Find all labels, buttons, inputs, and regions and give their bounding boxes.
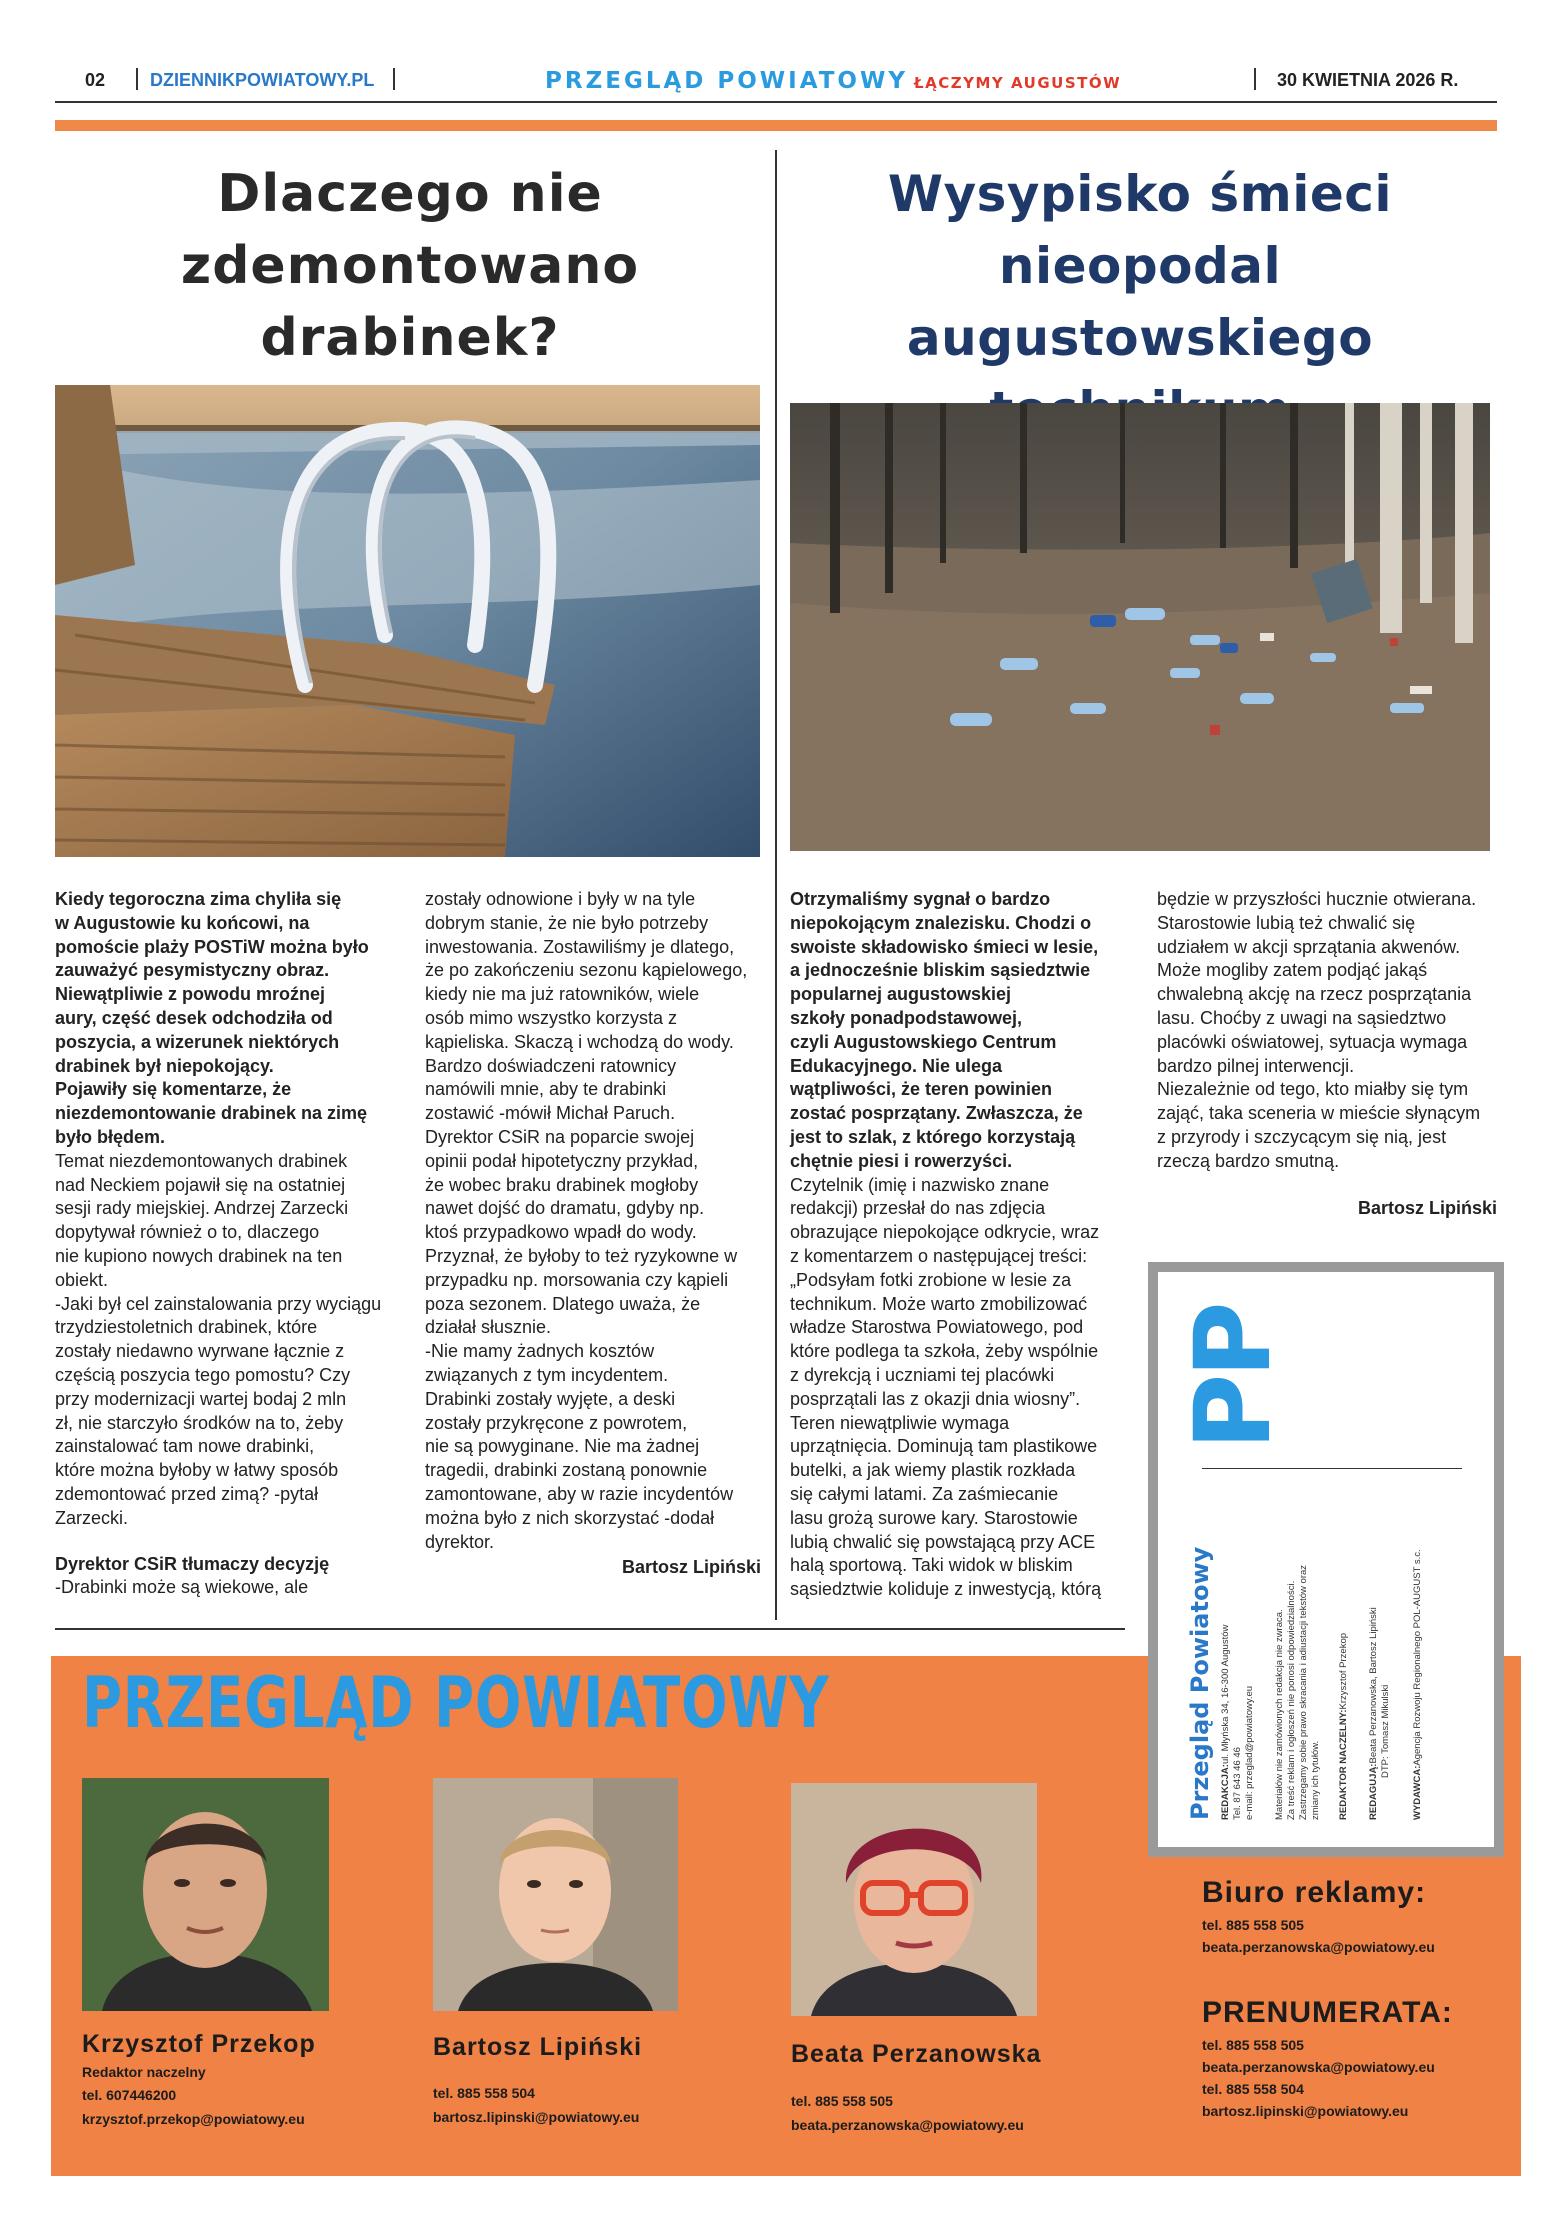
- imprint-text: Zastrzegamy sobie prawo skracania i adiustacji tekstów oraz: [1298, 1564, 1309, 1820]
- column-divider: [775, 150, 777, 1620]
- imprint-text: Tel. 87 643 46 46: [1232, 1747, 1243, 1820]
- imprint-text[interactable]: e-mail: przeglad@powiatowy.eu: [1244, 1685, 1255, 1820]
- imprint-title: Przegląd Powiatowy: [1186, 1546, 1214, 1820]
- imprint-naczelny: [1338, 1633, 1350, 1820]
- article-text-line: zostały przykręcone z powrotem,: [425, 1412, 688, 1433]
- article-text-line: Otrzymaliśmy sygnał o bardzo: [790, 889, 1051, 909]
- article-text-line: aury, część desek odchodziła od: [55, 1007, 333, 1028]
- ads-phone[interactable]: tel. 885 558 505: [1202, 1917, 1304, 1933]
- staff-phone[interactable]: tel. 885 558 505: [791, 2093, 893, 2109]
- article-text-line: namówili mnie, aby te drabinki: [425, 1079, 667, 1100]
- article-left-col1: [55, 888, 400, 1600]
- brand-name: PRZEGLĄD POWIATOWY: [545, 68, 909, 94]
- imprint-label: REDAGUJĄ:: [1368, 1763, 1379, 1820]
- article-text-line: władze Starostwa Powiatowego, pod: [790, 1317, 1084, 1338]
- article-text-line: nie kupiono nowych drabinek na ten: [55, 1245, 343, 1266]
- article-text-line: zamontowane, aby w razie incydentów: [425, 1483, 734, 1504]
- article-text-line: jest to szlak, z którego korzystają: [790, 1126, 1076, 1147]
- article-text-line: -Nie mamy żadnych kosztów: [425, 1341, 655, 1362]
- subscription-phone[interactable]: tel. 885 558 505: [1202, 2037, 1304, 2053]
- article-left-col2: [425, 888, 770, 1554]
- article-text-line: dopytywał również o to, dlaczego: [55, 1222, 320, 1243]
- article-text-line: uprzątnięcia. Dominują tam plastikowe: [790, 1436, 1098, 1457]
- article-text-line: Pojawiły się komentarze, że: [55, 1079, 292, 1100]
- staff-phone[interactable]: tel. 885 558 504: [433, 2085, 535, 2101]
- pp-logo-text: PP: [1172, 1305, 1294, 1450]
- subscription-email[interactable]: beata.perzanowska@powiatowy.eu: [1202, 2059, 1435, 2075]
- staff-photo-bartosz: [433, 1778, 678, 2011]
- imprint-label: REDAKTOR NACZELNY:: [1338, 1709, 1349, 1820]
- article-text-line: trzydziestoletnich drabinek, które: [55, 1317, 318, 1338]
- article-text-line: zainstalować tam nowe drabinki,: [55, 1436, 315, 1457]
- article-text-line: będzie w przyszłości hucznie otwierana.: [1157, 889, 1477, 909]
- article-text-line: sesji rady miejskiej. Andrzej Zarzecki: [55, 1198, 349, 1219]
- imprint-text: Krzysztof Przekop: [1338, 1632, 1349, 1710]
- imprint-disclaimer: [1274, 1565, 1322, 1820]
- article-text-line: czyli Augustowskiego Centrum: [790, 1031, 1057, 1052]
- article-text-line: zająć, taka sceneria w mieście słynącym: [1157, 1103, 1481, 1124]
- article-text-line: Bardzo doświadczeni ratownicy: [425, 1055, 677, 1076]
- article-text-line: kiedy nie ma już ratowników, wiele: [425, 984, 700, 1005]
- article-text-line: dobrym stanie, że nie było potrzeby: [425, 912, 709, 933]
- article-text-line: przy modernizacji wartej bodaj 2 mln: [55, 1388, 347, 1409]
- article-text-line: posprzątali las z okazji dnia wiosny”.: [790, 1388, 1081, 1409]
- article-text-line: Drabinki zostały wyjęte, a deski: [425, 1388, 676, 1409]
- divider: [136, 68, 138, 90]
- author-signature: Bartosz Lipiński: [621, 1557, 761, 1577]
- article-text-line: że po zakończeniu sezonu kąpielowego,: [425, 960, 748, 981]
- article-text-line: Niezależnie od tego, kto miałby się tym: [1157, 1079, 1469, 1100]
- headline-left: [55, 158, 765, 374]
- article-text-line: w Augustowie ku końcowi, na: [55, 912, 310, 933]
- header-rule: [55, 101, 1497, 103]
- article-text-line: działał słusznie.: [425, 1317, 552, 1338]
- article-text-line: lasu grożą surowe kary. Starostowie: [790, 1507, 1078, 1528]
- article-text-line: opinii podał hipotetyczny przykład,: [425, 1150, 699, 1171]
- article-text-line: popularnej augustowskiej: [790, 984, 1012, 1005]
- imprint-text: DTP: Tomasz Mikulski: [1380, 1684, 1391, 1778]
- article-text-line: technikum. Może warto zmobilizować: [790, 1293, 1088, 1314]
- article-text-line: sąsiedztwie koliduje z inwestycją, którą: [790, 1579, 1102, 1600]
- article-text-line: poszycia, a wizerunek niektórych: [55, 1031, 340, 1052]
- article-text-line: było błędem.: [55, 1126, 166, 1147]
- article-right-col1: [790, 888, 1135, 1602]
- article-text-line: Może mogliby zatem podjąć jakąś: [1157, 960, 1428, 981]
- article-text-line: się całymi latami. Za zaśmiecanie: [790, 1483, 1059, 1504]
- imprint-redaguja: [1368, 1607, 1392, 1820]
- article-text-line: udziałem w akcji sprzątania akwenów.: [1157, 936, 1461, 957]
- bottom-rule: [55, 1628, 1125, 1630]
- article-text-line: obrazujące niepokojące odkrycie, wraz: [790, 1222, 1100, 1243]
- subscription-phone[interactable]: tel. 885 558 504: [1202, 2081, 1304, 2097]
- article-text-line: Czytelnik (imię i nazwisko znane: [790, 1174, 1050, 1195]
- article-text-line: halą sportową. Taki widok w bliskim: [790, 1555, 1073, 1576]
- ads-title: Biuro reklamy:: [1202, 1876, 1427, 1909]
- staff-role: Redaktor naczelny: [82, 2064, 206, 2080]
- site-link[interactable]: DZIENNIKPOWIATOWY.PL: [150, 70, 375, 90]
- article-text-line: lasu. Choćby z uwagi na sąsiedztwo: [1157, 1007, 1447, 1028]
- article-text-line: zostały odnowione i były w na tyle: [425, 889, 696, 909]
- subscription-title: PRENUMERATA:: [1202, 1996, 1453, 2029]
- imprint-text: zmiany ich tytułów.: [1310, 1740, 1321, 1820]
- staff-name: Bartosz Lipiński: [433, 2033, 643, 2061]
- article-text-line: zostawić -mówił Michał Paruch.: [425, 1103, 676, 1124]
- masthead-brand: [545, 68, 1122, 94]
- imprint-text: Agencja Rozwoju Regionalnego POL-AUGUST s.c.: [1412, 1549, 1423, 1766]
- article-text-line: bardzo pilnej interwencji.: [1157, 1055, 1355, 1076]
- staff-email[interactable]: bartosz.lipinski@powiatowy.eu: [433, 2109, 640, 2125]
- article-text-line: że wobec braku drabinek mogłoby: [425, 1174, 699, 1195]
- imprint-label: WYDAWCA:: [1412, 1765, 1423, 1820]
- headline-line: Wysypisko śmieci: [887, 165, 1393, 223]
- article-text-line: niepokojącym znalezisku. Chodzi o: [790, 912, 1092, 933]
- article-text-line: niezdemontowanie drabinek na zimę: [55, 1103, 368, 1124]
- imprint-label: REDAKCJA:: [1220, 1764, 1231, 1820]
- staff-email[interactable]: krzysztof.przekop@powiatowy.eu: [82, 2111, 305, 2127]
- article-text-line: chwalebną akcję na rzecz posprzątania: [1157, 984, 1472, 1005]
- article-text-line: Dyrektor CSiR na poparcie swojej: [425, 1126, 695, 1147]
- staff-box-title: PRZEGLĄD POWIATOWY: [82, 1662, 830, 1744]
- article-text-line: -Jaki był cel zainstalowania przy wyciągu: [55, 1293, 382, 1314]
- article-text-line: kąpieliska. Skaczą i wchodzą do wody.: [425, 1031, 734, 1052]
- article-text-line: Niewątpliwie z powodu mroźnej: [55, 984, 326, 1005]
- article-text-line: z dyrekcją i uczniami tej placówki: [790, 1364, 1055, 1385]
- article-text-line: zauważyć pesymistyczny obraz.: [55, 960, 330, 981]
- article-text-line: przypadku np. morsowania czy kąpieli: [425, 1269, 729, 1290]
- article-text-line: zostały niedawno wyrwane łącznie z: [55, 1341, 345, 1362]
- article-text-line: nawet dojść do dramatu, gdyby np.: [425, 1198, 705, 1219]
- pp-logo: [1172, 1305, 1294, 1452]
- article-text-line: szkoły ponadpodstawowej,: [790, 1007, 1023, 1028]
- issue-date: 30 KWIETNIA 2026 R.: [1277, 70, 1459, 90]
- article-text-line: częścią poszycia tego pomostu? Czy: [55, 1364, 351, 1385]
- article-text-line: z przyrody i szczycącym się nią, jest: [1157, 1126, 1447, 1147]
- header-accent-bar: [55, 120, 1497, 131]
- article-text-line: butelki, a jak wiemy plastik rozkłada: [790, 1460, 1076, 1481]
- article-text-line: poza sezonem. Dlatego uważa, że: [425, 1293, 701, 1314]
- imprint-text: Za treść reklam i ogłoszeń nie ponosi odpowiedzialności.: [1286, 1580, 1297, 1820]
- article-text-line: Przyznał, że byłoby to też ryzykowne w: [425, 1245, 738, 1266]
- article-text-line: zostać posprzątany. Zwłaszcza, że: [790, 1103, 1083, 1124]
- article-text-line: Zarzecki.: [55, 1507, 129, 1528]
- subscription-email[interactable]: bartosz.lipinski@powiatowy.eu: [1202, 2103, 1409, 2119]
- imprint-box: [1158, 1272, 1494, 1847]
- imprint-wydawca: [1412, 1549, 1424, 1820]
- staff-photo-beata: [791, 1783, 1037, 2016]
- brand-tagline: ŁĄCZYMY AUGUSTÓW: [914, 74, 1122, 92]
- ladder-pier-photo: [55, 385, 760, 857]
- article-text-line: swoiste składowisko śmieci w lesie,: [790, 936, 1099, 957]
- article-text-line: nie są powyginane. Nie ma żadnej: [425, 1436, 700, 1457]
- article-text-line: Teren niewątpliwie wymaga: [790, 1412, 1010, 1433]
- article-text-line: inwestowania. Zostawiliśmy je dlatego,: [425, 936, 735, 957]
- article-text-line: Starostowie lubią też chwalić się: [1157, 912, 1416, 933]
- article-text-line: ktoś przypadkowo wpadł do wody.: [425, 1222, 697, 1243]
- forest-trash-photo: [790, 403, 1490, 851]
- article-subhead: Dyrektor CSiR tłumaczy decyzję: [55, 1553, 330, 1574]
- page-number: 02: [85, 70, 106, 90]
- imprint-text: Beata Perzanowska, Bartosz Lipiński: [1368, 1607, 1379, 1764]
- article-text-line: związanych z tym incydentem.: [425, 1364, 669, 1385]
- staff-name: Beata Perzanowska: [791, 2040, 1042, 2068]
- headline-line: nieopodal augustowskiego: [906, 237, 1374, 367]
- article-text-line: zdemontować przed zimą? -pytał: [55, 1483, 319, 1504]
- article-text-line: „Podsyłam fotki zrobione w lesie za: [790, 1269, 1072, 1290]
- article-text-line: chętnie piesi i rowerzyści.: [790, 1150, 1013, 1171]
- article-text-line: można było z nich skorzystać -dodał: [425, 1507, 715, 1528]
- imprint-divider: [1202, 1468, 1462, 1469]
- article-text-line: osób mimo wszystko korzysta z: [425, 1007, 678, 1028]
- imprint-text: ul. Młyńska 34, 16-300 Augustów: [1220, 1624, 1231, 1765]
- article-text-line: Edukacyjnego. Nie ulega: [790, 1055, 1003, 1076]
- author-signature: Bartosz Lipiński: [1357, 1198, 1497, 1218]
- article-text-line: które podlega ta szkoła, żeby wspólnie: [790, 1341, 1099, 1362]
- article-text-line: placówki oświatowej, sytuacja wymaga: [1157, 1031, 1468, 1052]
- article-text-line: rzeczą bardzo smutną.: [1157, 1150, 1340, 1171]
- article-text-line: które można byłoby w łatwy sposób: [55, 1460, 339, 1481]
- article-right-col2: [1157, 888, 1502, 1174]
- staff-name: Krzysztof Przekop: [82, 2030, 316, 2058]
- article-text-line: nad Neckiem pojawił się na ostatniej: [55, 1174, 346, 1195]
- staff-email[interactable]: beata.perzanowska@powiatowy.eu: [791, 2117, 1024, 2133]
- article-text-line: wątpliwości, że teren powinien: [790, 1079, 1053, 1100]
- article-text-line: lubią chwalić się powstającą przy ACE: [790, 1531, 1096, 1552]
- article-text-line: Kiedy tegoroczna zima chyliła się: [55, 889, 342, 909]
- headline-line: Dlaczego nie: [217, 164, 603, 224]
- staff-phone[interactable]: tel. 607446200: [82, 2087, 177, 2103]
- article-text-line: dyrektor.: [425, 1531, 495, 1552]
- article-text-line: obiekt.: [55, 1269, 109, 1290]
- article-text-line: pomoście plaży POSTiW można było: [55, 936, 369, 957]
- article-text-line: z komentarzem o następującej treści:: [790, 1245, 1088, 1266]
- article-text-line: Temat niezdemontowanych drabinek: [55, 1150, 348, 1171]
- staff-photo-krzysztof: [82, 1778, 329, 2011]
- article-text-line: zł, nie starczyło środków na to, żeby: [55, 1412, 344, 1433]
- imprint-text: Materiałów nie zamówionych redakcja nie zwraca.: [1274, 1609, 1285, 1820]
- article-text-line: drabinek był niepokojący.: [55, 1055, 274, 1076]
- ads-email[interactable]: beata.perzanowska@powiatowy.eu: [1202, 1939, 1435, 1955]
- headline-line: zdemontowano: [180, 236, 640, 296]
- article-text-line: a jednocześnie bliskim sąsiedztwie: [790, 960, 1091, 981]
- divider: [1254, 68, 1256, 90]
- headline-line: drabinek?: [260, 308, 560, 368]
- imprint-redakcja: [1220, 1625, 1256, 1820]
- article-text-line: tragedii, drabinki zostaną ponownie: [425, 1460, 708, 1481]
- article-text-line: redakcji) przesłał do nas zdjęcia: [790, 1198, 1046, 1219]
- divider: [393, 68, 395, 90]
- article-text-line: -Drabinki może są wiekowe, ale: [55, 1577, 309, 1598]
